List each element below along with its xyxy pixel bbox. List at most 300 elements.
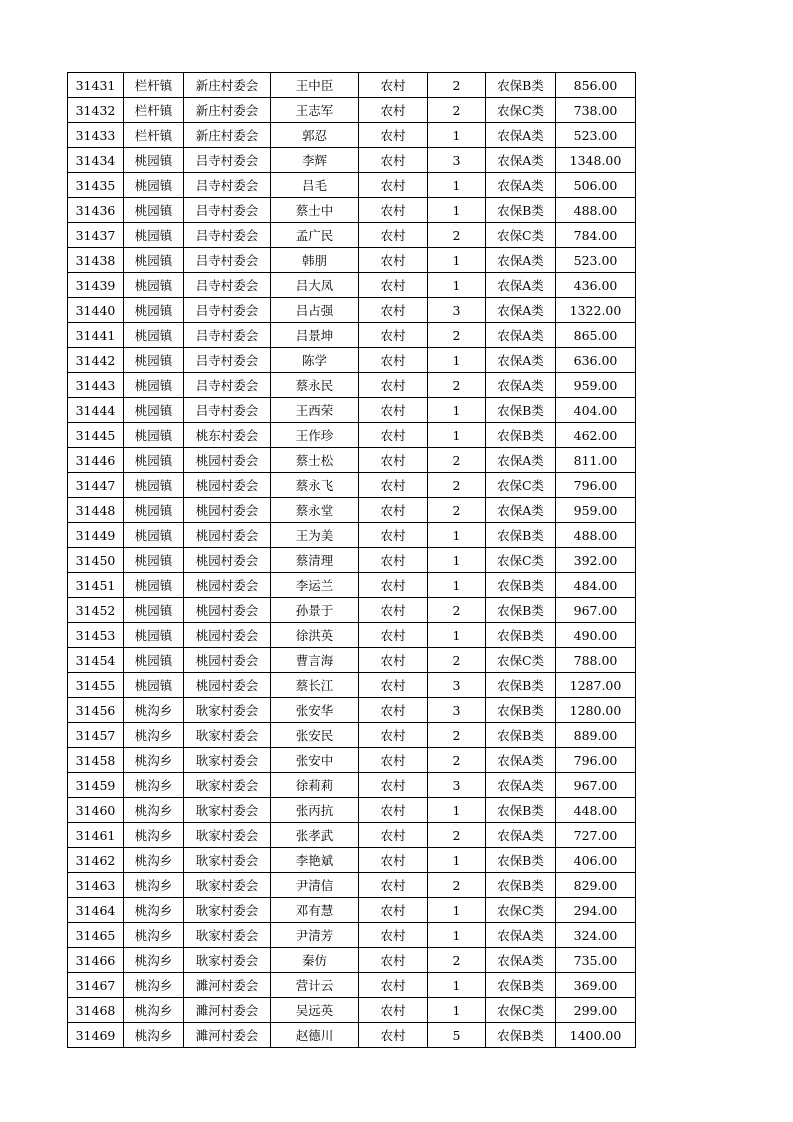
village-committee-cell: 吕寺村委会 [184,198,271,223]
table-row [68,373,636,398]
household-type-cell: 农村 [359,973,428,998]
insurance-category-cell: 农保A类 [486,748,556,773]
record-id-cell: 31434 [68,148,124,173]
person-name-cell: 李辉 [271,148,359,173]
town-cell: 栏杆镇 [124,98,184,123]
table-row [68,423,636,448]
record-id-cell: 31457 [68,723,124,748]
insurance-category-cell: 农保A类 [486,173,556,198]
town-cell: 桃园镇 [124,673,184,698]
household-size-cell: 1 [428,973,486,998]
amount-cell: 324.00 [556,923,636,948]
town-cell: 桃园镇 [124,623,184,648]
town-cell: 桃园镇 [124,348,184,373]
town-cell: 桃园镇 [124,498,184,523]
amount-cell: 1322.00 [556,298,636,323]
town-cell: 桃沟乡 [124,823,184,848]
town-cell: 桃园镇 [124,373,184,398]
household-type-cell: 农村 [359,773,428,798]
person-name-cell: 徐莉莉 [271,773,359,798]
person-name-cell: 秦仿 [271,948,359,973]
person-name-cell: 张安华 [271,698,359,723]
household-type-cell: 农村 [359,723,428,748]
household-type-cell: 农村 [359,798,428,823]
person-name-cell: 王作珍 [271,423,359,448]
record-id-cell: 31432 [68,98,124,123]
village-committee-cell: 桃园村委会 [184,573,271,598]
household-type-cell: 农村 [359,348,428,373]
person-name-cell: 张安民 [271,723,359,748]
village-committee-cell: 吕寺村委会 [184,273,271,298]
record-id-cell: 31469 [68,1023,124,1048]
town-cell: 桃园镇 [124,323,184,348]
village-committee-cell: 耿家村委会 [184,698,271,723]
village-committee-cell: 耿家村委会 [184,823,271,848]
village-committee-cell: 吕寺村委会 [184,223,271,248]
table-row [68,848,636,873]
person-name-cell: 蔡士松 [271,448,359,473]
town-cell: 桃园镇 [124,548,184,573]
record-id-cell: 31439 [68,273,124,298]
town-cell: 栏杆镇 [124,73,184,98]
household-size-cell: 2 [428,598,486,623]
household-type-cell: 农村 [359,748,428,773]
record-id-cell: 31445 [68,423,124,448]
insurance-category-cell: 农保B类 [486,698,556,723]
village-committee-cell: 吕寺村委会 [184,248,271,273]
amount-cell: 484.00 [556,573,636,598]
insurance-category-cell: 农保C类 [486,898,556,923]
person-name-cell: 蔡士中 [271,198,359,223]
person-name-cell: 吕毛 [271,173,359,198]
household-size-cell: 1 [428,348,486,373]
household-type-cell: 农村 [359,948,428,973]
insurance-category-cell: 农保B类 [486,623,556,648]
record-id-cell: 31462 [68,848,124,873]
household-type-cell: 农村 [359,623,428,648]
household-size-cell: 1 [428,198,486,223]
household-size-cell: 2 [428,73,486,98]
village-committee-cell: 吕寺村委会 [184,348,271,373]
town-cell: 桃沟乡 [124,798,184,823]
table-row [68,623,636,648]
insurance-category-cell: 农保B类 [486,198,556,223]
table-row [68,198,636,223]
record-id-cell: 31446 [68,448,124,473]
household-size-cell: 2 [428,948,486,973]
household-size-cell: 2 [428,373,486,398]
person-name-cell: 吕景坤 [271,323,359,348]
household-type-cell: 农村 [359,573,428,598]
insurance-category-cell: 农保B类 [486,1023,556,1048]
village-committee-cell: 桃园村委会 [184,548,271,573]
village-committee-cell: 濉河村委会 [184,998,271,1023]
insurance-category-cell: 农保C类 [486,548,556,573]
amount-cell: 299.00 [556,998,636,1023]
village-committee-cell: 吕寺村委会 [184,373,271,398]
household-type-cell: 农村 [359,298,428,323]
person-name-cell: 赵德川 [271,1023,359,1048]
town-cell: 桃园镇 [124,423,184,448]
household-size-cell: 5 [428,1023,486,1048]
record-id-cell: 31443 [68,373,124,398]
record-id-cell: 31460 [68,798,124,823]
village-committee-cell: 桃园村委会 [184,448,271,473]
household-size-cell: 2 [428,448,486,473]
table-row [68,873,636,898]
record-id-cell: 31431 [68,73,124,98]
town-cell: 桃园镇 [124,173,184,198]
table-row [68,73,636,98]
insurance-category-cell: 农保C类 [486,998,556,1023]
table-row [68,798,636,823]
village-committee-cell: 桃园村委会 [184,498,271,523]
village-committee-cell: 吕寺村委会 [184,148,271,173]
records-table-body [68,73,636,1048]
village-committee-cell: 耿家村委会 [184,723,271,748]
village-committee-cell: 吕寺村委会 [184,398,271,423]
insurance-category-cell: 农保C类 [486,98,556,123]
amount-cell: 889.00 [556,723,636,748]
record-id-cell: 31450 [68,548,124,573]
person-name-cell: 蔡永飞 [271,473,359,498]
amount-cell: 959.00 [556,373,636,398]
record-id-cell: 31458 [68,748,124,773]
table-row [68,348,636,373]
person-name-cell: 蔡永堂 [271,498,359,523]
person-name-cell: 张安中 [271,748,359,773]
table-row [68,773,636,798]
household-size-cell: 1 [428,273,486,298]
household-size-cell: 2 [428,473,486,498]
amount-cell: 1287.00 [556,673,636,698]
town-cell: 桃沟乡 [124,948,184,973]
household-type-cell: 农村 [359,423,428,448]
record-id-cell: 31452 [68,598,124,623]
person-name-cell: 吕大凤 [271,273,359,298]
insurance-category-cell: 农保B类 [486,573,556,598]
table-row [68,673,636,698]
household-size-cell: 3 [428,698,486,723]
record-id-cell: 31444 [68,398,124,423]
amount-cell: 523.00 [556,123,636,148]
town-cell: 桃沟乡 [124,698,184,723]
village-committee-cell: 新庄村委会 [184,73,271,98]
amount-cell: 392.00 [556,548,636,573]
record-id-cell: 31453 [68,623,124,648]
village-committee-cell: 耿家村委会 [184,848,271,873]
household-type-cell: 农村 [359,198,428,223]
insurance-category-cell: 农保A类 [486,498,556,523]
village-committee-cell: 濉河村委会 [184,1023,271,1048]
household-size-cell: 1 [428,998,486,1023]
amount-cell: 1348.00 [556,148,636,173]
amount-cell: 406.00 [556,848,636,873]
record-id-cell: 31464 [68,898,124,923]
amount-cell: 636.00 [556,348,636,373]
table-row [68,173,636,198]
table-row [68,498,636,523]
town-cell: 桃沟乡 [124,923,184,948]
insurance-category-cell: 农保B类 [486,598,556,623]
record-id-cell: 31454 [68,648,124,673]
amount-cell: 448.00 [556,798,636,823]
insurance-category-cell: 农保B类 [486,673,556,698]
person-name-cell: 曹言海 [271,648,359,673]
village-committee-cell: 濉河村委会 [184,973,271,998]
household-type-cell: 农村 [359,73,428,98]
record-id-cell: 31440 [68,298,124,323]
village-committee-cell: 桃园村委会 [184,598,271,623]
amount-cell: 1400.00 [556,1023,636,1048]
record-id-cell: 31467 [68,973,124,998]
person-name-cell: 陈学 [271,348,359,373]
insurance-category-cell: 农保A类 [486,323,556,348]
town-cell: 桃沟乡 [124,773,184,798]
household-type-cell: 农村 [359,323,428,348]
village-committee-cell: 耿家村委会 [184,873,271,898]
household-size-cell: 1 [428,173,486,198]
person-name-cell: 孙景于 [271,598,359,623]
village-committee-cell: 桃东村委会 [184,423,271,448]
table-row [68,323,636,348]
household-size-cell: 1 [428,123,486,148]
insurance-category-cell: 农保A类 [486,823,556,848]
household-type-cell: 农村 [359,998,428,1023]
table-row [68,548,636,573]
household-size-cell: 3 [428,673,486,698]
table-row [68,698,636,723]
household-type-cell: 农村 [359,473,428,498]
table-row [68,248,636,273]
town-cell: 桃沟乡 [124,848,184,873]
table-row [68,748,636,773]
amount-cell: 294.00 [556,898,636,923]
village-committee-cell: 桃园村委会 [184,673,271,698]
record-id-cell: 31436 [68,198,124,223]
household-type-cell: 农村 [359,498,428,523]
town-cell: 桃园镇 [124,648,184,673]
town-cell: 桃园镇 [124,448,184,473]
table-row [68,998,636,1023]
village-committee-cell: 新庄村委会 [184,123,271,148]
town-cell: 桃沟乡 [124,998,184,1023]
household-size-cell: 2 [428,748,486,773]
amount-cell: 506.00 [556,173,636,198]
person-name-cell: 营计云 [271,973,359,998]
record-id-cell: 31465 [68,923,124,948]
household-size-cell: 1 [428,923,486,948]
household-type-cell: 农村 [359,223,428,248]
insurance-category-cell: 农保B类 [486,873,556,898]
household-size-cell: 2 [428,98,486,123]
person-name-cell: 蔡长江 [271,673,359,698]
table-row [68,898,636,923]
person-name-cell: 王志军 [271,98,359,123]
record-id-cell: 31435 [68,173,124,198]
town-cell: 桃园镇 [124,523,184,548]
table-row [68,98,636,123]
household-type-cell: 农村 [359,248,428,273]
town-cell: 桃沟乡 [124,748,184,773]
table-row [68,823,636,848]
amount-cell: 369.00 [556,973,636,998]
amount-cell: 735.00 [556,948,636,973]
record-id-cell: 31456 [68,698,124,723]
town-cell: 桃园镇 [124,573,184,598]
table-row [68,523,636,548]
person-name-cell: 徐洪英 [271,623,359,648]
table-row [68,298,636,323]
table-row [68,148,636,173]
records-table [67,72,636,1048]
household-size-cell: 2 [428,323,486,348]
amount-cell: 490.00 [556,623,636,648]
person-name-cell: 李运兰 [271,573,359,598]
household-type-cell: 农村 [359,373,428,398]
person-name-cell: 吴远英 [271,998,359,1023]
village-committee-cell: 吕寺村委会 [184,298,271,323]
table-row [68,923,636,948]
insurance-category-cell: 农保B类 [486,973,556,998]
amount-cell: 488.00 [556,523,636,548]
amount-cell: 829.00 [556,873,636,898]
village-committee-cell: 桃园村委会 [184,473,271,498]
amount-cell: 865.00 [556,323,636,348]
insurance-category-cell: 农保B类 [486,398,556,423]
household-size-cell: 1 [428,548,486,573]
table-row [68,398,636,423]
insurance-category-cell: 农保B类 [486,73,556,98]
table-row [68,448,636,473]
record-id-cell: 31448 [68,498,124,523]
insurance-category-cell: 农保B类 [486,723,556,748]
household-type-cell: 农村 [359,873,428,898]
person-name-cell: 王中臣 [271,73,359,98]
person-name-cell: 尹清信 [271,873,359,898]
village-committee-cell: 新庄村委会 [184,98,271,123]
household-size-cell: 2 [428,823,486,848]
amount-cell: 796.00 [556,748,636,773]
household-size-cell: 3 [428,773,486,798]
household-size-cell: 1 [428,898,486,923]
household-size-cell: 3 [428,148,486,173]
village-committee-cell: 耿家村委会 [184,898,271,923]
record-id-cell: 31433 [68,123,124,148]
person-name-cell: 孟广民 [271,223,359,248]
town-cell: 桃园镇 [124,198,184,223]
amount-cell: 856.00 [556,73,636,98]
record-id-cell: 31449 [68,523,124,548]
insurance-category-cell: 农保A类 [486,948,556,973]
household-size-cell: 2 [428,648,486,673]
amount-cell: 727.00 [556,823,636,848]
village-committee-cell: 吕寺村委会 [184,323,271,348]
table-row [68,973,636,998]
village-committee-cell: 耿家村委会 [184,798,271,823]
record-id-cell: 31447 [68,473,124,498]
person-name-cell: 尹清芳 [271,923,359,948]
household-type-cell: 农村 [359,123,428,148]
table-row [68,273,636,298]
insurance-category-cell: 农保A类 [486,123,556,148]
town-cell: 桃园镇 [124,273,184,298]
household-type-cell: 农村 [359,548,428,573]
person-name-cell: 韩朋 [271,248,359,273]
village-committee-cell: 桃园村委会 [184,648,271,673]
table-row [68,123,636,148]
record-id-cell: 31441 [68,323,124,348]
town-cell: 桃园镇 [124,473,184,498]
household-size-cell: 1 [428,248,486,273]
amount-cell: 488.00 [556,198,636,223]
record-id-cell: 31463 [68,873,124,898]
insurance-category-cell: 农保A类 [486,373,556,398]
insurance-category-cell: 农保A类 [486,248,556,273]
insurance-category-cell: 农保A类 [486,298,556,323]
table-row [68,648,636,673]
record-id-cell: 31468 [68,998,124,1023]
household-size-cell: 2 [428,498,486,523]
insurance-category-cell: 农保B类 [486,848,556,873]
amount-cell: 462.00 [556,423,636,448]
person-name-cell: 王为美 [271,523,359,548]
record-id-cell: 31437 [68,223,124,248]
record-id-cell: 31461 [68,823,124,848]
village-committee-cell: 吕寺村委会 [184,173,271,198]
town-cell: 桃沟乡 [124,898,184,923]
household-type-cell: 农村 [359,898,428,923]
amount-cell: 784.00 [556,223,636,248]
insurance-category-cell: 农保A类 [486,773,556,798]
town-cell: 桃园镇 [124,598,184,623]
household-size-cell: 1 [428,623,486,648]
household-size-cell: 1 [428,398,486,423]
amount-cell: 796.00 [556,473,636,498]
household-type-cell: 农村 [359,173,428,198]
insurance-category-cell: 农保B类 [486,798,556,823]
town-cell: 桃沟乡 [124,1023,184,1048]
amount-cell: 959.00 [556,498,636,523]
table-row [68,1023,636,1048]
town-cell: 栏杆镇 [124,123,184,148]
insurance-category-cell: 农保C类 [486,473,556,498]
village-committee-cell: 耿家村委会 [184,748,271,773]
person-name-cell: 张孝武 [271,823,359,848]
household-size-cell: 2 [428,723,486,748]
amount-cell: 788.00 [556,648,636,673]
town-cell: 桃园镇 [124,148,184,173]
insurance-category-cell: 农保A类 [486,448,556,473]
amount-cell: 967.00 [556,598,636,623]
household-type-cell: 农村 [359,1023,428,1048]
village-committee-cell: 耿家村委会 [184,948,271,973]
amount-cell: 738.00 [556,98,636,123]
insurance-category-cell: 农保A类 [486,148,556,173]
household-type-cell: 农村 [359,523,428,548]
amount-cell: 967.00 [556,773,636,798]
insurance-category-cell: 农保A类 [486,273,556,298]
insurance-category-cell: 农保C类 [486,223,556,248]
person-name-cell: 吕占强 [271,298,359,323]
household-type-cell: 农村 [359,698,428,723]
town-cell: 桃园镇 [124,298,184,323]
insurance-category-cell: 农保B类 [486,423,556,448]
household-type-cell: 农村 [359,598,428,623]
household-type-cell: 农村 [359,148,428,173]
person-name-cell: 蔡永民 [271,373,359,398]
table-row [68,573,636,598]
